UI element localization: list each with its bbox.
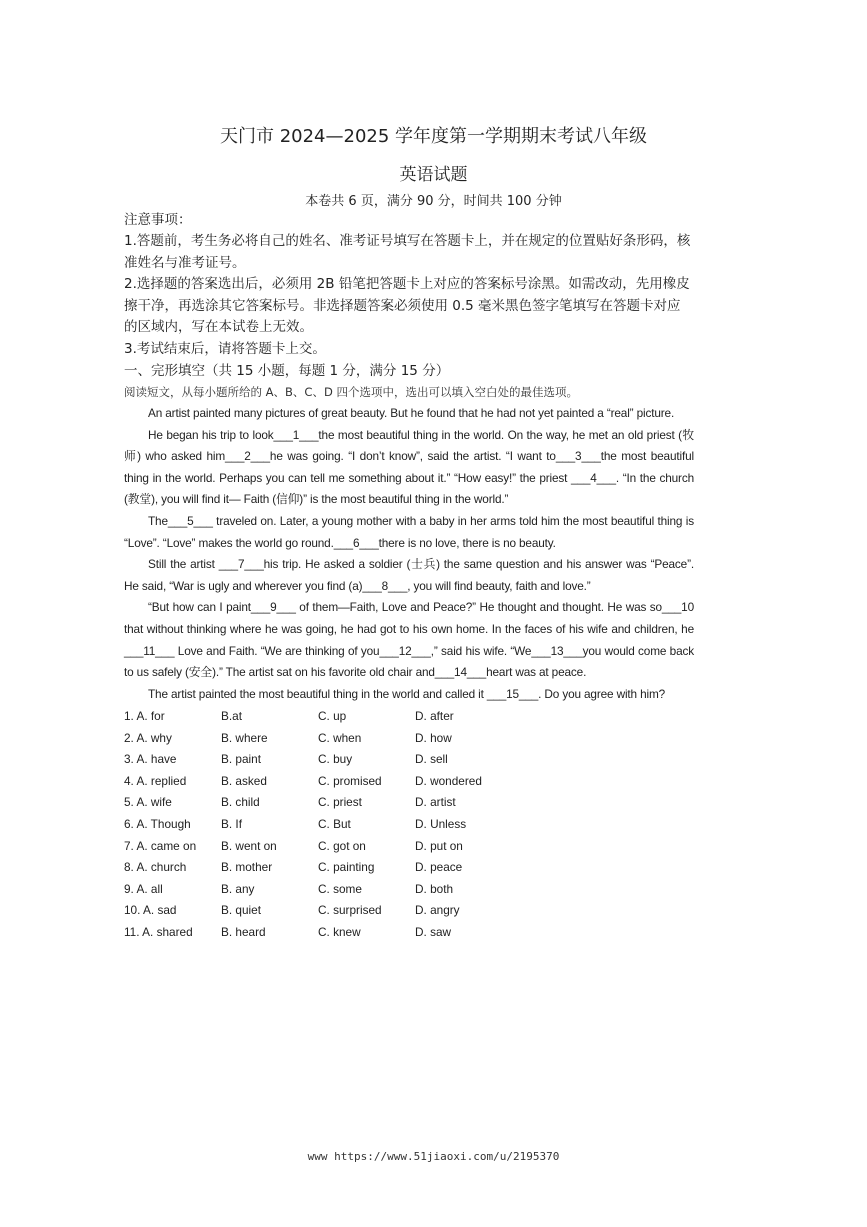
option-d: D. Unless xyxy=(415,816,467,831)
option-b: B. child xyxy=(221,795,260,810)
passage-paragraph: “But how can I paint___9___ of them—Faith, Love and Peace?” He thought and thought. He was so___10 that without thinking where he was going, he had got to his own home. In the faces of his wife and children, he ___11___ Love and Faith. “We are thinking of you___12___,” said his wife. “We___13___you would come back to us safely (安全).” The artist sat on his favorite old chair and___14___heart was at peace. xyxy=(124,600,694,680)
option-b: B.at xyxy=(221,709,242,723)
section-instruction: 阅读短文，从每小题所给的 A、B、C、D 四个选项中，选出可以填入空白处的最佳选项。 xyxy=(124,385,578,399)
option-c: C. But xyxy=(318,816,351,831)
option-a: 9. A. all xyxy=(124,881,163,896)
option-d: D. wondered xyxy=(415,773,482,788)
passage-paragraph: An artist painted many pictures of great beauty. But he found that he had not yet painted a “real” picture. xyxy=(148,406,675,420)
option-b: B. paint xyxy=(221,752,262,767)
option-c: C. when xyxy=(318,730,362,745)
option-d: D. how xyxy=(415,730,452,745)
option-b: B. asked xyxy=(221,773,267,788)
option-row xyxy=(124,771,544,793)
option-a: 11. A. shared xyxy=(124,924,193,939)
exam-info: 本卷共 6 页，满分 90 分，时间共 100 分钟 xyxy=(305,194,562,209)
option-d: D. peace xyxy=(415,860,463,875)
option-row xyxy=(124,728,544,750)
option-a: 2. A. why xyxy=(124,730,172,745)
option-d: D. after xyxy=(415,709,454,723)
exam-subject: 英语试题 xyxy=(399,165,468,185)
option-a: 5. A. wife xyxy=(124,795,172,810)
option-row xyxy=(124,706,544,728)
option-a: 7. A. came on xyxy=(124,838,197,853)
option-b: B. quiet xyxy=(221,903,262,918)
option-row xyxy=(124,814,544,836)
option-c: C. buy xyxy=(318,752,353,767)
passage-paragraph: He began his trip to look___1___the most beautiful thing in the world. On the way, he met an old priest (牧师) who asked him___2___he was going. “I don’t know”, said the artist. “I want to___3___the most beautiful thing in the world. Perhaps you can tell me something about it.” “How easy!” the priest ___4___. “In the church (教堂), you will find it— Faith (信仰)” is the most beautiful thing in the world.” xyxy=(124,427,694,507)
option-a: 3. A. have xyxy=(124,752,177,767)
notice-heading: 注意事项： xyxy=(124,212,192,228)
passage-paragraph: The___5___ traveled on. Later, a young mother with a baby in her arms told him the most beautiful thing is “Love”. “Love” makes the world go round.___6___there is no love, there is no beauty. xyxy=(124,513,694,550)
notice-item-3: 3.考试结束后，请将答题卡上交。 xyxy=(124,341,326,357)
option-row xyxy=(124,792,544,814)
option-d: D. saw xyxy=(415,924,452,939)
option-row xyxy=(124,922,544,944)
option-a: 8. A. church xyxy=(124,860,187,875)
option-row xyxy=(124,879,544,901)
option-d: D. sell xyxy=(415,752,448,767)
option-d: D. put on xyxy=(415,838,463,853)
exam-title: 天门市 2024—2025 学年度第一学期期末考试八年级 xyxy=(219,126,648,147)
option-d: D. both xyxy=(415,881,454,896)
option-c: C. painting xyxy=(318,860,375,875)
option-b: B. heard xyxy=(221,924,266,939)
option-a: 4. A. replied xyxy=(124,773,187,788)
passage-paragraph: The artist painted the most beautiful thing in the world and called it ___15___. Do you agree with him? xyxy=(148,686,666,701)
option-b: B. If xyxy=(221,816,242,831)
footer-url: www https://www.51jiaoxi.com/u/2195370 xyxy=(307,1150,560,1163)
option-a: 10. A. sad xyxy=(124,903,177,918)
option-c: C. knew xyxy=(318,924,361,939)
option-row xyxy=(124,749,544,771)
option-b: B. where xyxy=(221,730,268,745)
option-b: B. any xyxy=(221,881,255,896)
option-b: B. went on xyxy=(221,838,277,853)
option-a: 1. A. for xyxy=(124,709,165,723)
option-a: 6. A. Though xyxy=(124,816,191,831)
notice-item-2: 2.选择题的答案选出后，必须用 2B 铅笔把答题卡上对应的答案标号涂黑。如需改动，先用橡皮擦干净，再选涂其它答案标号。非选择题答案必须使用 0.5 毫米黑色签字笔填写在答题卡对应的区域内，写在本试卷上无效。 xyxy=(124,276,690,335)
option-c: C. got on xyxy=(318,838,366,853)
passage-paragraph: Still the artist ___7___his trip. He asked a soldier (士兵) the same question and his answer was “Peace”. He said, “War is ugly and wherever you find (a)___8___, you will find beauty, faith and love.” xyxy=(124,557,694,593)
option-d: D. artist xyxy=(415,795,456,810)
options-list xyxy=(124,706,544,944)
option-c: C. promised xyxy=(318,773,382,788)
option-row xyxy=(124,900,544,922)
option-row xyxy=(124,836,544,858)
option-row xyxy=(124,857,544,879)
option-c: C. some xyxy=(318,881,362,896)
option-c: C. priest xyxy=(318,795,362,810)
passage xyxy=(124,403,694,705)
option-c: C. surprised xyxy=(318,903,382,918)
notice-item-1: 1.答题前，考生务必将自己的姓名、准考证号填写在答题卡上，并在规定的位置贴好条形码，核准姓名与准考证号。 xyxy=(124,233,691,271)
option-c: C. up xyxy=(318,709,347,723)
section-heading: 一、完形填空（共 15 小题，每题 1 分，满分 15 分） xyxy=(124,363,450,379)
option-d: D. angry xyxy=(415,903,460,918)
option-b: B. mother xyxy=(221,860,273,875)
